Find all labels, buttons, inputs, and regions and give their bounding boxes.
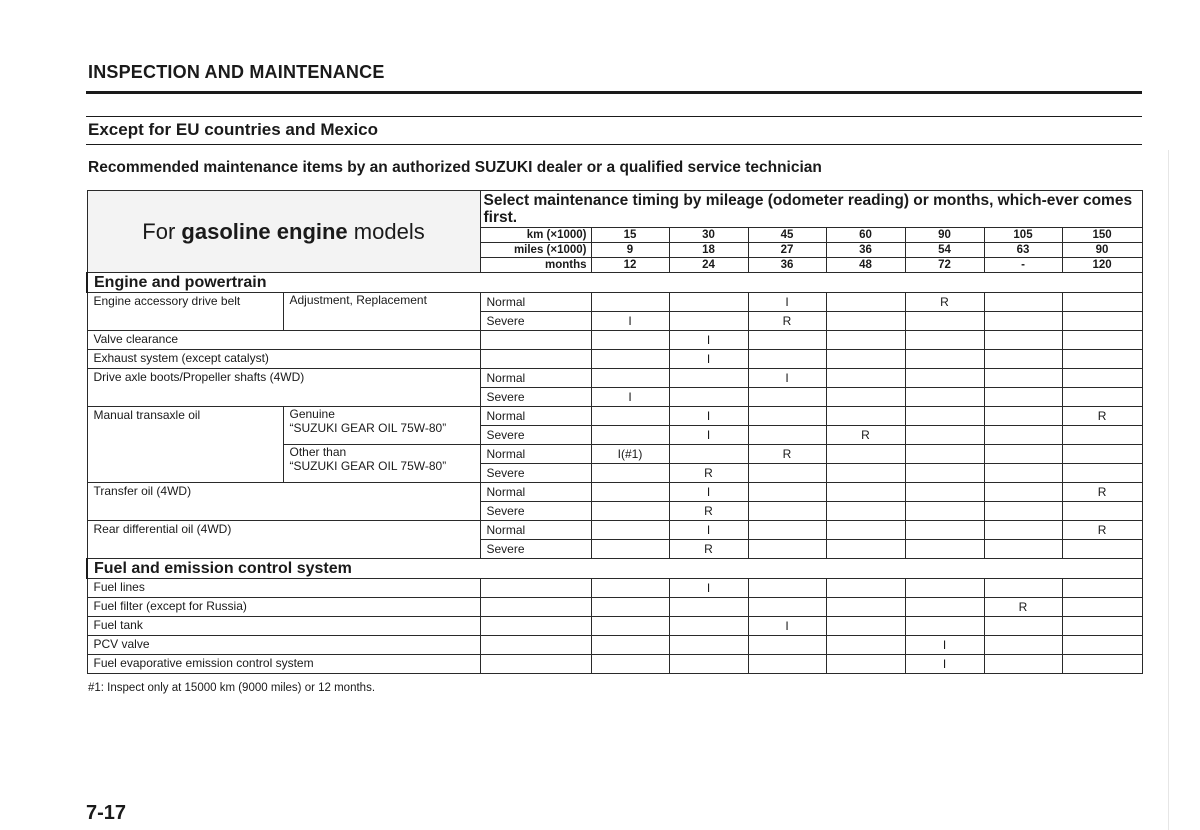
schedule-cell <box>748 502 826 521</box>
schedule-cell <box>905 617 984 636</box>
schedule-cell <box>748 350 826 369</box>
schedule-cell <box>984 369 1062 388</box>
schedule-cell <box>591 598 669 617</box>
schedule-cell <box>1062 350 1142 369</box>
condition-label <box>480 598 591 617</box>
interval-value: 60 <box>826 228 905 243</box>
schedule-row <box>87 350 1142 369</box>
condition-label: Normal <box>480 369 591 388</box>
item-label: Valve clearance <box>87 331 480 350</box>
schedule-cell <box>984 636 1062 655</box>
schedule-cell: R <box>669 464 748 483</box>
schedule-cell <box>591 331 669 350</box>
interval-unit: miles (×1000) <box>480 243 591 258</box>
interval-value: 36 <box>748 258 826 273</box>
interval-value: - <box>984 258 1062 273</box>
schedule-cell <box>669 312 748 331</box>
sub-item-label <box>283 445 480 483</box>
schedule-cell: I(#1) <box>591 445 669 464</box>
item-label: Fuel lines <box>87 579 480 598</box>
schedule-cell: R <box>984 598 1062 617</box>
schedule-cell: I <box>591 312 669 331</box>
item-label: Transfer oil (4WD) <box>87 483 480 521</box>
condition-label <box>480 636 591 655</box>
schedule-cell <box>1062 388 1142 407</box>
schedule-cell <box>984 331 1062 350</box>
schedule-cell <box>826 312 905 331</box>
schedule-cell <box>826 331 905 350</box>
interval-unit: km (×1000) <box>480 228 591 243</box>
condition-label <box>480 617 591 636</box>
schedule-cell <box>591 521 669 540</box>
schedule-cell <box>1062 502 1142 521</box>
schedule-cell <box>826 388 905 407</box>
schedule-cell <box>984 312 1062 331</box>
schedule-cell <box>1062 598 1142 617</box>
schedule-cell <box>905 426 984 445</box>
schedule-cell <box>748 407 826 426</box>
section-divider-bottom <box>86 144 1142 145</box>
schedule-cell <box>591 579 669 598</box>
schedule-cell: I <box>905 655 984 674</box>
schedule-cell <box>826 350 905 369</box>
schedule-cell: I <box>669 579 748 598</box>
schedule-cell: I <box>748 369 826 388</box>
schedule-cell <box>591 464 669 483</box>
schedule-cell <box>984 407 1062 426</box>
schedule-cell: I <box>669 426 748 445</box>
model-label <box>87 191 480 273</box>
schedule-cell: R <box>748 312 826 331</box>
model-label-prefix: For <box>142 219 182 244</box>
schedule-cell <box>905 331 984 350</box>
schedule-cell <box>1062 312 1142 331</box>
maintenance-schedule-table <box>86 190 1143 674</box>
sub-item-label <box>283 407 480 445</box>
condition-label <box>480 579 591 598</box>
interval-value: 150 <box>1062 228 1142 243</box>
condition-label: Normal <box>480 293 591 312</box>
schedule-cell <box>669 598 748 617</box>
schedule-cell <box>905 579 984 598</box>
schedule-cell <box>905 502 984 521</box>
schedule-row <box>87 293 1142 312</box>
schedule-cell: R <box>1062 521 1142 540</box>
schedule-cell: R <box>1062 483 1142 502</box>
schedule-cell <box>1062 655 1142 674</box>
group-title: Engine and powertrain <box>87 273 1142 293</box>
schedule-cell <box>748 388 826 407</box>
schedule-cell <box>905 540 984 559</box>
schedule-cell <box>905 312 984 331</box>
schedule-cell <box>1062 426 1142 445</box>
condition-label: Normal <box>480 483 591 502</box>
condition-label: Severe <box>480 388 591 407</box>
schedule-cell <box>1062 540 1142 559</box>
schedule-row <box>87 521 1142 540</box>
group-title: Fuel and emission control system <box>87 559 1142 579</box>
schedule-cell <box>826 579 905 598</box>
model-label-suffix: models <box>347 219 425 244</box>
schedule-row <box>87 655 1142 674</box>
schedule-cell <box>1062 331 1142 350</box>
schedule-cell: R <box>1062 407 1142 426</box>
interval-value: 27 <box>748 243 826 258</box>
schedule-cell <box>748 521 826 540</box>
schedule-row <box>87 331 1142 350</box>
schedule-cell <box>748 655 826 674</box>
schedule-cell <box>984 540 1062 559</box>
page-header-title: INSPECTION AND MAINTENANCE <box>88 62 385 82</box>
item-label: Exhaust system (except catalyst) <box>87 350 480 369</box>
condition-label: Normal <box>480 445 591 464</box>
schedule-cell <box>905 369 984 388</box>
schedule-cell <box>669 445 748 464</box>
schedule-row <box>87 598 1142 617</box>
schedule-cell <box>826 502 905 521</box>
schedule-cell <box>669 617 748 636</box>
schedule-cell <box>826 655 905 674</box>
schedule-cell: R <box>669 540 748 559</box>
condition-label: Normal <box>480 521 591 540</box>
interval-value: 30 <box>669 228 748 243</box>
schedule-cell <box>748 426 826 445</box>
schedule-cell <box>591 426 669 445</box>
item-label: Manual transaxle oil <box>87 407 283 483</box>
schedule-cell <box>905 407 984 426</box>
schedule-cell <box>984 483 1062 502</box>
schedule-cell <box>905 350 984 369</box>
header-divider <box>86 91 1142 94</box>
schedule-cell <box>984 617 1062 636</box>
schedule-cell: I <box>669 331 748 350</box>
schedule-cell <box>905 464 984 483</box>
schedule-cell: I <box>748 293 826 312</box>
item-label: Drive axle boots/Propeller shafts (4WD) <box>87 369 480 407</box>
schedule-cell <box>905 483 984 502</box>
schedule-cell <box>748 483 826 502</box>
item-label: Engine accessory drive belt <box>87 293 283 331</box>
schedule-cell <box>669 388 748 407</box>
interval-value: 24 <box>669 258 748 273</box>
condition-label: Severe <box>480 426 591 445</box>
interval-value: 90 <box>905 228 984 243</box>
schedule-cell: R <box>748 445 826 464</box>
interval-value: 120 <box>1062 258 1142 273</box>
interval-value: 105 <box>984 228 1062 243</box>
schedule-cell <box>984 426 1062 445</box>
schedule-cell <box>669 636 748 655</box>
schedule-row <box>87 407 1142 426</box>
table-subtitle: Recommended maintenance items by an authorized SUZUKI dealer or a qualified service technician <box>88 159 822 176</box>
interval-value: 45 <box>748 228 826 243</box>
schedule-cell <box>984 293 1062 312</box>
model-label-bold: gasoline engine <box>181 219 348 244</box>
schedule-cell <box>826 464 905 483</box>
schedule-cell <box>984 521 1062 540</box>
interval-unit: months <box>480 258 591 273</box>
condition-label: Severe <box>480 502 591 521</box>
schedule-cell <box>591 655 669 674</box>
schedule-cell: I <box>669 350 748 369</box>
schedule-cell <box>1062 636 1142 655</box>
schedule-cell: R <box>669 502 748 521</box>
condition-label <box>480 331 591 350</box>
schedule-cell <box>1062 369 1142 388</box>
schedule-row <box>87 579 1142 598</box>
schedule-cell <box>826 407 905 426</box>
schedule-cell <box>1062 464 1142 483</box>
schedule-cell: R <box>826 426 905 445</box>
item-label: Fuel tank <box>87 617 480 636</box>
schedule-row <box>87 369 1142 388</box>
schedule-cell <box>826 521 905 540</box>
schedule-cell <box>984 350 1062 369</box>
schedule-cell <box>905 445 984 464</box>
timing-note: Select maintenance timing by mileage (odometer reading) or months, which-ever comes first. <box>480 191 1142 228</box>
group-header <box>87 273 1142 293</box>
schedule-row <box>87 636 1142 655</box>
schedule-cell <box>1062 293 1142 312</box>
schedule-cell <box>984 579 1062 598</box>
interval-value: 12 <box>591 258 669 273</box>
schedule-cell <box>591 617 669 636</box>
condition-label: Severe <box>480 312 591 331</box>
schedule-cell <box>748 636 826 655</box>
sub-item-line: Adjustment, Replacement <box>289 293 427 307</box>
schedule-cell <box>669 369 748 388</box>
group-header <box>87 559 1142 579</box>
schedule-cell <box>826 369 905 388</box>
schedule-cell: I <box>669 483 748 502</box>
sub-item-line: Other than <box>289 445 347 459</box>
schedule-cell <box>591 502 669 521</box>
schedule-cell <box>748 540 826 559</box>
condition-label: Severe <box>480 540 591 559</box>
section-title: Except for EU countries and Mexico <box>88 120 379 139</box>
schedule-cell: I <box>669 521 748 540</box>
schedule-cell <box>748 598 826 617</box>
schedule-cell <box>826 445 905 464</box>
schedule-cell <box>591 350 669 369</box>
schedule-cell <box>826 636 905 655</box>
schedule-cell <box>826 483 905 502</box>
schedule-cell <box>748 579 826 598</box>
schedule-cell <box>591 636 669 655</box>
schedule-cell <box>591 483 669 502</box>
sub-item-label <box>283 293 480 331</box>
schedule-cell <box>905 598 984 617</box>
interval-value: 48 <box>826 258 905 273</box>
section-divider-top <box>86 116 1142 117</box>
schedule-row <box>87 483 1142 502</box>
schedule-cell <box>591 540 669 559</box>
schedule-cell <box>984 388 1062 407</box>
schedule-cell <box>826 598 905 617</box>
schedule-cell <box>826 293 905 312</box>
interval-value: 63 <box>984 243 1062 258</box>
schedule-cell <box>826 540 905 559</box>
schedule-cell <box>984 502 1062 521</box>
schedule-cell <box>669 293 748 312</box>
schedule-cell <box>1062 579 1142 598</box>
condition-label <box>480 655 591 674</box>
item-label: PCV valve <box>87 636 480 655</box>
schedule-cell <box>826 617 905 636</box>
interval-value: 54 <box>905 243 984 258</box>
sub-item-line: “SUZUKI GEAR OIL 75W-80” <box>289 421 447 435</box>
schedule-cell <box>984 445 1062 464</box>
interval-value: 90 <box>1062 243 1142 258</box>
schedule-cell <box>748 464 826 483</box>
interval-value: 72 <box>905 258 984 273</box>
schedule-cell <box>905 388 984 407</box>
page-edge <box>1168 150 1169 830</box>
schedule-cell <box>1062 617 1142 636</box>
item-label: Fuel filter (except for Russia) <box>87 598 480 617</box>
condition-label: Normal <box>480 407 591 426</box>
schedule-cell <box>591 369 669 388</box>
sub-item-line: “SUZUKI GEAR OIL 75W-80” <box>289 459 447 473</box>
schedule-cell <box>669 655 748 674</box>
schedule-cell: I <box>591 388 669 407</box>
schedule-row <box>87 617 1142 636</box>
interval-value: 9 <box>591 243 669 258</box>
interval-value: 15 <box>591 228 669 243</box>
interval-value: 18 <box>669 243 748 258</box>
schedule-cell <box>591 293 669 312</box>
page-number: 7-17 <box>86 802 127 824</box>
schedule-cell <box>748 331 826 350</box>
schedule-cell <box>984 655 1062 674</box>
interval-value: 36 <box>826 243 905 258</box>
schedule-cell: I <box>669 407 748 426</box>
item-label: Fuel evaporative emission control system <box>87 655 480 674</box>
schedule-cell <box>591 407 669 426</box>
schedule-cell: I <box>905 636 984 655</box>
sub-item-line: Genuine <box>289 407 335 421</box>
condition-label <box>480 350 591 369</box>
schedule-cell: R <box>905 293 984 312</box>
condition-label: Severe <box>480 464 591 483</box>
schedule-cell: I <box>748 617 826 636</box>
schedule-cell <box>984 464 1062 483</box>
footnote: #1: Inspect only at 15000 km (9000 miles) or 12 months. <box>88 682 376 694</box>
header-row <box>87 191 1142 228</box>
schedule-cell <box>905 521 984 540</box>
schedule-cell <box>1062 445 1142 464</box>
item-label: Rear differential oil (4WD) <box>87 521 480 559</box>
